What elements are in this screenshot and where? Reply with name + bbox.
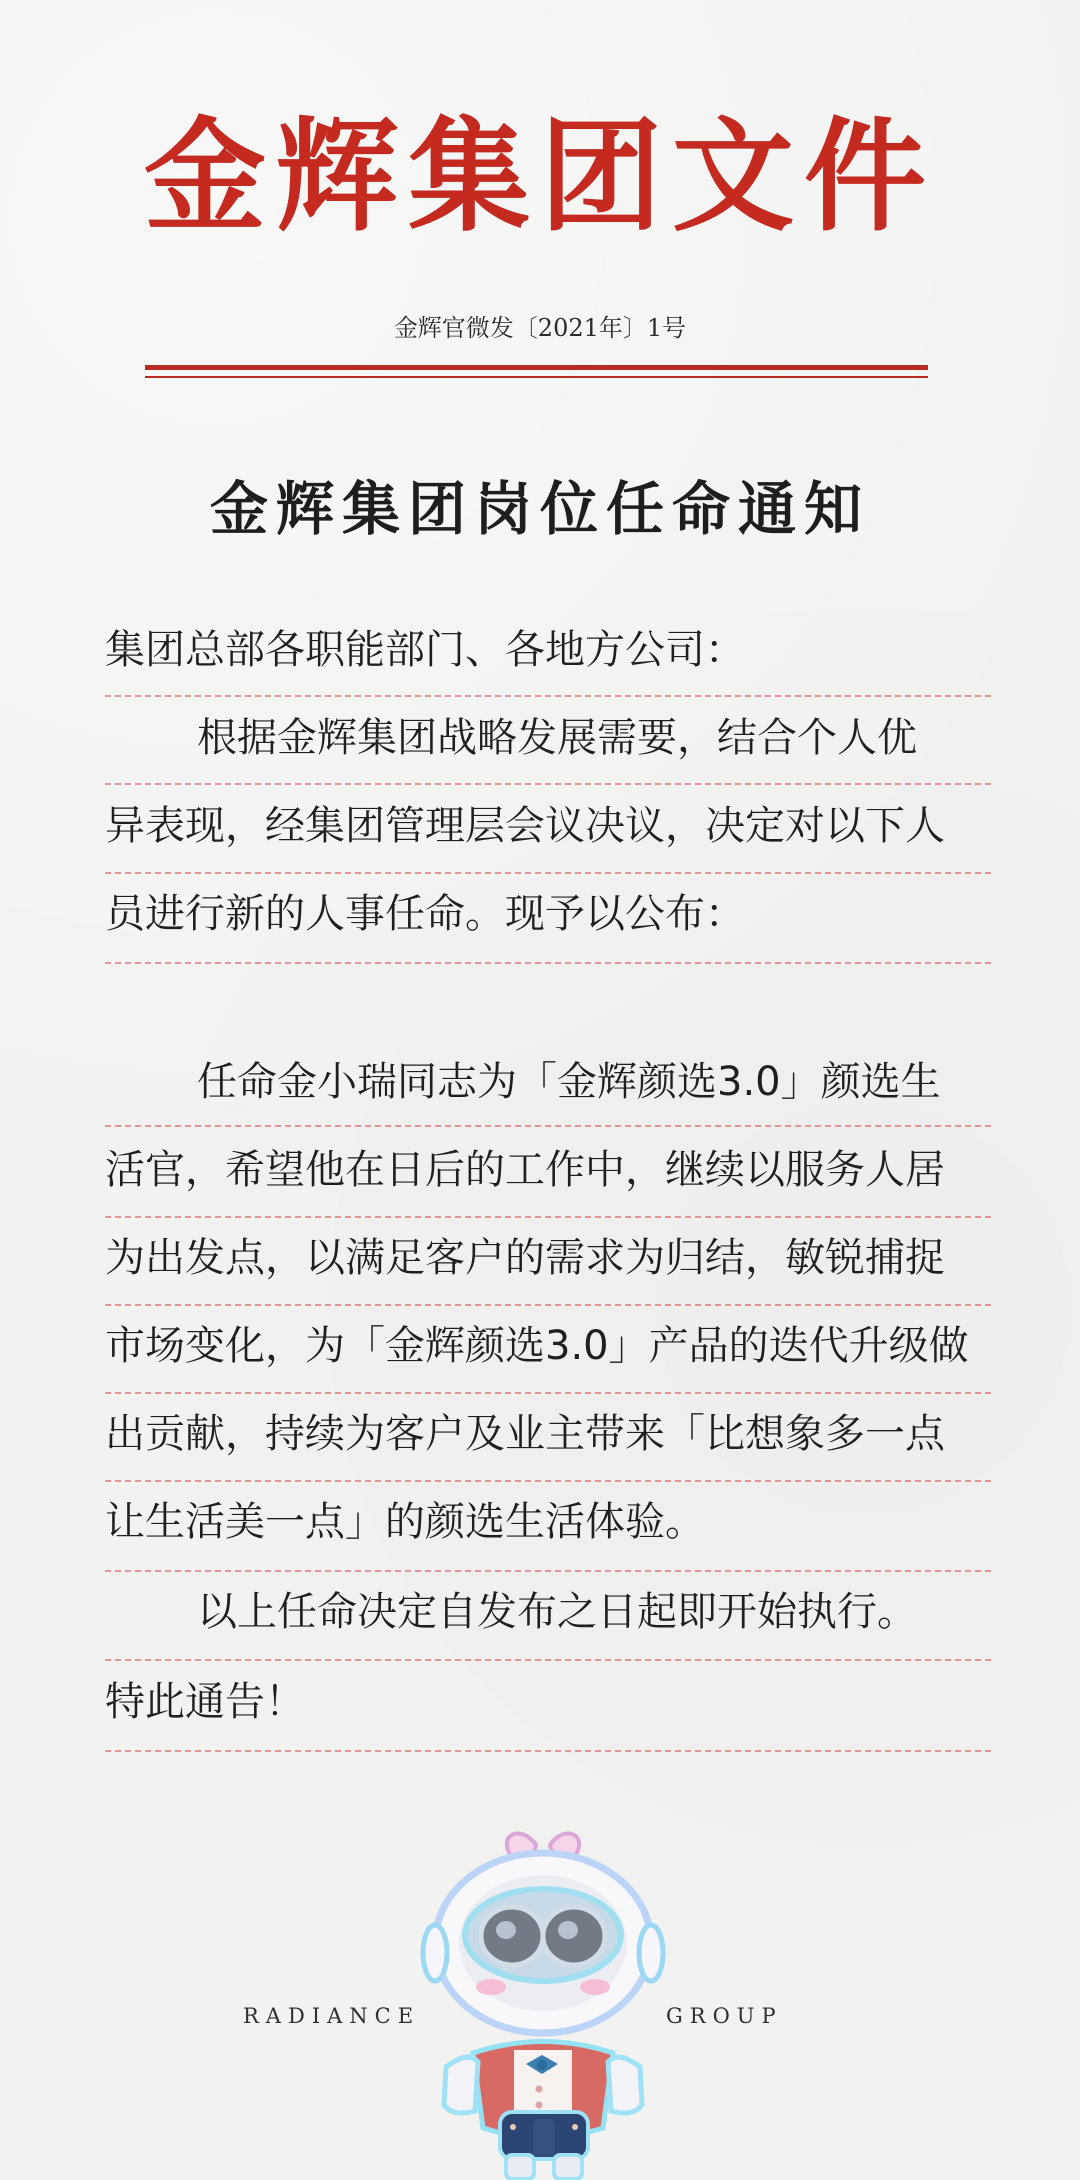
dotted-separator [105,1216,991,1218]
mascot-body-icon [444,2042,642,2180]
robot-mascot-icon [418,1825,668,2180]
dotted-separator [105,872,991,874]
document-number: 金辉官微发〔2021年〕1号 [393,314,687,342]
body-line-10: 让生活美一点」的颜选生活体验。 [105,1499,705,1545]
red-rule-thin [145,376,928,378]
line8-suffix: 3.0」产品的迭代升级做 [545,1323,969,1369]
line8-prefix: 市场变化，为「金辉 [105,1323,465,1369]
dotted-separator [105,783,991,785]
body-line-11: 以上任命决定自发布之日起即开始执行。 [197,1589,917,1635]
highlight-yanxuan-2 [465,1324,545,1368]
dotted-separator [105,695,991,697]
dotted-separator [105,1392,991,1394]
body-line-8 [105,1324,991,1368]
line5-prefix: 任命金小瑞同志为「金辉 [197,1059,637,1105]
dotted-separator [105,1304,991,1306]
dotted-separator [105,1750,991,1752]
body-line-6: 活官，希望他在日后的工作中，继续以服务人居 [105,1147,945,1193]
document-header-title: 金辉集团文件 [144,104,936,248]
dotted-separator [105,962,991,964]
dotted-separator [105,1570,991,1572]
highlight-yanxuan-1 [637,1060,717,1104]
footer-brand-left: RADIANCE [243,2004,421,2028]
body-line-12: 特此通告！ [105,1679,305,1725]
dotted-separator [105,1659,991,1661]
body-line-4: 员进行新的人事任命。现予以公布： [105,891,745,937]
dotted-separator [105,1480,991,1482]
body-line-7: 为出发点，以满足客户的需求为归结，敏锐捕捉 [105,1235,945,1281]
body-line-1: 集团总部各职能部门、各地方公司： [105,627,745,673]
body-line-5 [105,1060,991,1104]
highlight-text: 颜选 [637,1059,717,1105]
notice-title: 金辉集团岗位任命通知 [209,475,870,543]
line5-suffix: 3.0」颜选生 [717,1059,941,1105]
body-line-3: 异表现，经集团管理层会议决议，决定对以下人 [105,803,945,849]
highlight-text: 颜选 [465,1323,545,1369]
body-line-2: 根据金辉集团战略发展需要，结合个人优 [197,715,917,761]
dotted-separator [105,1125,991,1127]
mascot-head-icon [435,1853,651,2033]
footer-brand-right: GROUP [666,2004,783,2028]
body-line-9: 出贡献，持续为客户及业主带来「比想象多一点 [105,1411,945,1457]
red-rule-thick [145,365,928,370]
